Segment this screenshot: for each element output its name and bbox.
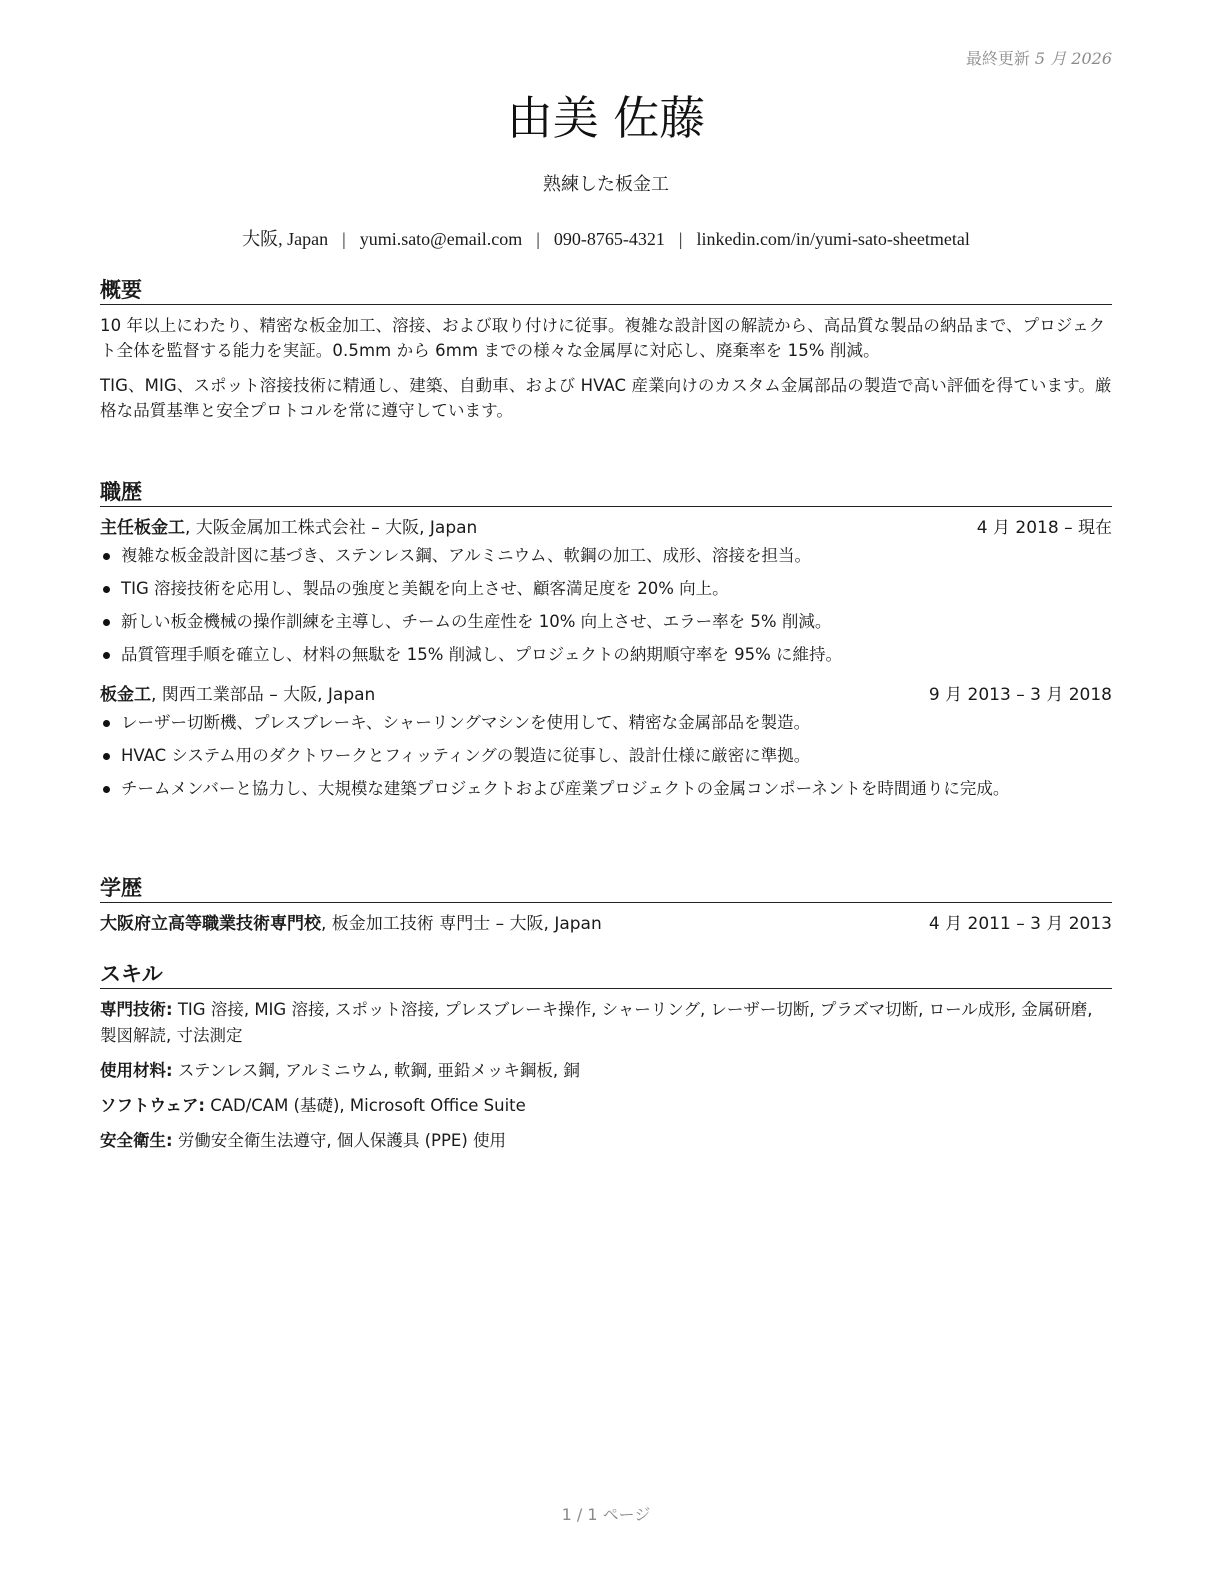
experience-section [100, 478, 1112, 809]
job-bullet: チームメンバーと協力し、大規模な建築プロジェクトおよび産業プロジェクトの金属コンポーネントを時間通りに完成。 [100, 776, 1112, 802]
candidate-headline: 熟練した板金工 [543, 174, 669, 195]
job-role-company [100, 515, 477, 541]
contact-line [100, 225, 1112, 251]
skill-value: 労働安全衛生法遵守, 個人保護具 (PPE) 使用 [172, 1131, 507, 1150]
job-header [100, 682, 1112, 708]
job-bullet: TIG 溶接技術を応用し、製品の強度と美観を向上させ、顧客満足度を 20% 向上。 [100, 576, 1112, 602]
job-bullet: 品質管理手順を確立し、材料の無駄を 15% 削減し、プロジェクトの納期順守率を 95% に維持。 [100, 642, 1112, 668]
contact-phone[interactable]: 090-8765-4321 [553, 229, 665, 249]
job-bullet: レーザー切断機、プレスブレーキ、シャーリングマシンを使用して、精密な金属部品を製造。 [100, 710, 1112, 736]
job-bullets [100, 710, 1112, 802]
education-section [100, 874, 1112, 937]
job-role: 主任板金工 [100, 518, 185, 538]
job-role: 板金工 [100, 685, 151, 705]
job-bullet: 複雑な板金設計図に基づき、ステンレス鋼、アルミニウム、軟鋼の加工、成形、溶接を担当。 [100, 543, 1112, 569]
last-updated-label: 最終更新 [965, 49, 1030, 68]
skill-row [100, 1093, 1112, 1119]
job-role-company [100, 682, 375, 708]
education-dates: 4 月 2011 – 3 月 2013 [928, 914, 1112, 934]
job-dates: 9 月 2013 – 3 月 2018 [928, 685, 1112, 705]
skill-row [100, 1128, 1112, 1154]
skills-title: スキル [100, 960, 1112, 989]
skill-row [100, 1058, 1112, 1084]
skill-label: ソフトウェア: [100, 1096, 205, 1115]
skill-row [100, 997, 1112, 1049]
contact-separator: | [678, 229, 683, 249]
job-dates: 4 月 2018 – 現在 [976, 518, 1112, 538]
summary-paragraph: TIG、MIG、スポット溶接技術に精通し、建築、自動車、および HVAC 産業向けのカスタム金属部品の製造で高い評価を得ています。厳格な品質基準と安全プロトコルを常に遵守しています。 [100, 376, 1112, 420]
job-bullet: 新しい板金機械の操作訓練を主導し、チームの生産性を 10% 向上させ、エラー率を 5% 削減。 [100, 609, 1112, 635]
education-entry [100, 911, 1112, 937]
education-title: 学歴 [100, 874, 1112, 903]
job-entry [100, 682, 1112, 802]
contact-linkedin[interactable]: linkedin.com/in/yumi-sato-sheetmetal [696, 229, 970, 249]
summary-paragraph: 10 年以上にわたり、精密な板金加工、溶接、および取り付けに従事。複雑な設計図の解読から、高品質な製品の納品まで、プロジェクト全体を監督する能力を実証。0.5mm から 6mm までの様々な金属厚に対応し、廃棄率を 15% 削減。 [100, 316, 1106, 360]
education-school-detail [100, 911, 602, 937]
contact-email[interactable]: yumi.sato@email.com [359, 229, 523, 249]
contact-separator: | [536, 229, 540, 249]
skill-label: 使用材料: [100, 1061, 173, 1080]
job-company: , 関西工業部品 – 大阪, Japan [151, 685, 376, 705]
summary-title: 概要 [100, 276, 1112, 305]
job-header [100, 515, 1112, 541]
education-school: 大阪府立高等職業技術専門校 [100, 914, 321, 934]
last-updated [966, 46, 1112, 69]
contact-separator: | [342, 229, 346, 249]
page-indicator: 1 / 1 ページ [561, 1505, 651, 1524]
skill-value: TIG 溶接, MIG 溶接, スポット溶接, プレスブレーキ操作, シャーリング, レーザー切断, プラズマ切断, ロール成形, 金属研磨, 製図解読, 寸法測定 [100, 1000, 1093, 1045]
job-company: , 大阪金属加工株式会社 – 大阪, Japan [185, 518, 478, 538]
job-bullets [100, 543, 1112, 668]
skills-section [100, 960, 1112, 1163]
skill-value: ステンレス鋼, アルミニウム, 軟鋼, 亜鉛メッキ鋼板, 銅 [172, 1061, 580, 1080]
education-detail: , 板金加工技術 専門士 – 大阪, Japan [321, 914, 602, 934]
job-bullet: HVAC システム用のダクトワークとフィッティングの製造に従事し、設計仕様に厳密に準拠。 [100, 743, 1112, 769]
skill-value: CAD/CAM (基礎), Microsoft Office Suite [204, 1096, 526, 1115]
resume-page [100, 0, 1112, 1584]
skill-label: 専門技術: [100, 1000, 173, 1019]
summary-section [100, 276, 1112, 433]
contact-location: 大阪, Japan [242, 229, 329, 249]
job-entry [100, 515, 1112, 668]
candidate-name: 由美 佐藤 [506, 91, 706, 145]
skill-label: 安全衛生: [100, 1131, 173, 1150]
last-updated-date: 5 月 2026 [1034, 49, 1112, 68]
experience-title: 職歴 [100, 478, 1112, 507]
